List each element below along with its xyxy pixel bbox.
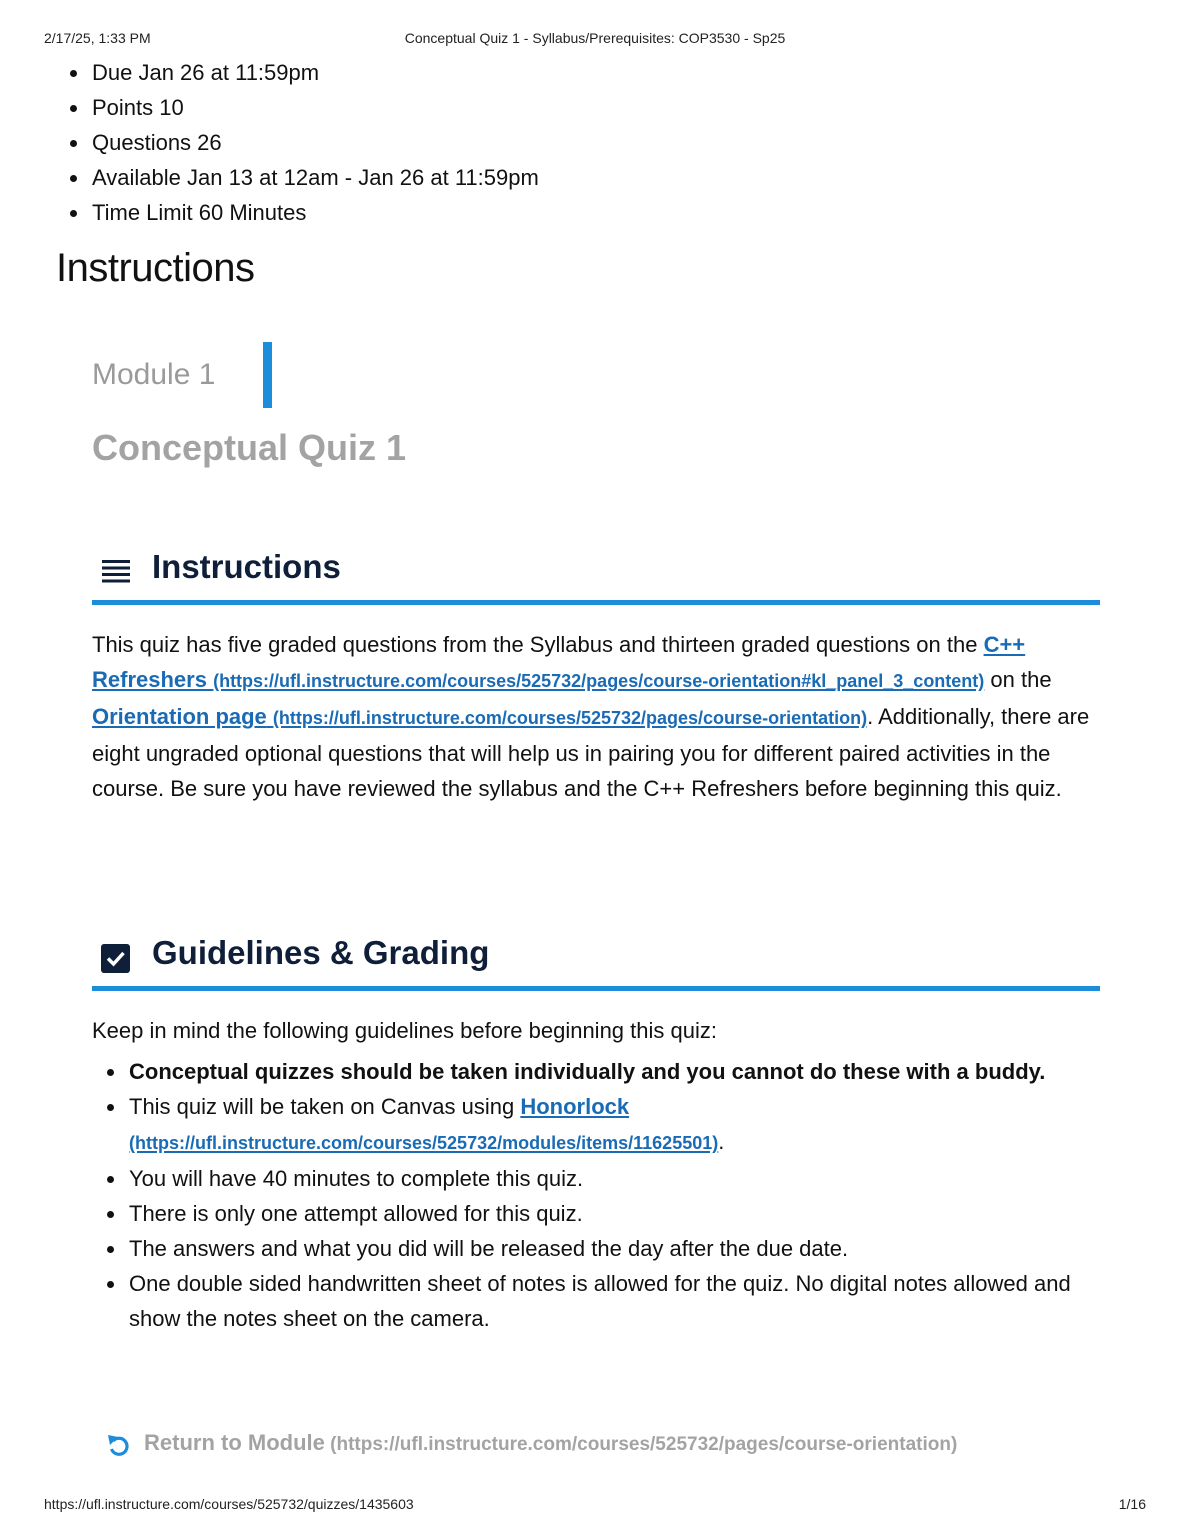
page-heading: Instructions bbox=[56, 246, 255, 290]
page-number: 1/16 bbox=[1118, 1496, 1146, 1512]
print-header bbox=[44, 30, 1146, 50]
guideline-attempts: There is only one attempt allowed for this quiz. bbox=[104, 1196, 1094, 1231]
question-count: Questions 26 bbox=[66, 125, 539, 160]
module-divider-bar bbox=[263, 342, 272, 408]
instructions-heading: Instructions bbox=[152, 548, 341, 585]
quiz-details-list bbox=[66, 55, 539, 230]
honorlock-link-label[interactable]: Honorlock bbox=[520, 1094, 630, 1119]
guideline-honorlock-text: This quiz will be taken on Canvas using bbox=[129, 1094, 521, 1119]
print-footer bbox=[44, 1496, 1146, 1516]
cpp-refreshers-link-label[interactable]: C++ Refreshers bbox=[92, 632, 1026, 692]
instructions-text-1: This quiz has five graded questions from the Syllabus and thirteen graded questions on the bbox=[92, 632, 984, 657]
guideline-time: You will have 40 minutes to complete this quiz. bbox=[104, 1161, 1094, 1196]
print-datetime: 2/17/25, 1:33 PM bbox=[44, 30, 151, 46]
instructions-text-2: on the bbox=[984, 667, 1052, 692]
guidelines-intro: Keep in mind the following guidelines before beginning this quiz: bbox=[92, 1018, 717, 1043]
instructions-paragraph bbox=[92, 627, 1100, 806]
guidelines-list bbox=[104, 1054, 1094, 1336]
guideline-notes: One double sided handwritten sheet of notes is allowed for the quiz. No digital notes allowed and show the notes sheet on the camera. bbox=[104, 1266, 1094, 1336]
guidelines-heading: Guidelines & Grading bbox=[152, 934, 490, 971]
cpp-refreshers-link-url[interactable]: (https://ufl.instructure.com/courses/525732/pages/course-orientation#kl_panel_3_content) bbox=[213, 671, 985, 691]
guideline-release: The answers and what you did will be released the day after the due date. bbox=[104, 1231, 1094, 1266]
return-to-module-url[interactable]: (https://ufl.instructure.com/courses/525732/pages/course-orientation) bbox=[324, 1434, 958, 1455]
orientation-page-link[interactable] bbox=[92, 704, 867, 729]
due-date: Due Jan 26 at 11:59pm bbox=[66, 55, 539, 90]
guideline-honorlock bbox=[104, 1089, 1094, 1161]
time-limit: Time Limit 60 Minutes bbox=[66, 195, 539, 230]
guideline-honorlock-end: . bbox=[718, 1129, 725, 1154]
points: Points 10 bbox=[66, 90, 539, 125]
return-to-module-text[interactable] bbox=[144, 1430, 957, 1456]
instructions-text-3: . Additionally, there are eight ungraded optional questions that will help us in pairing you for different paired activities in the course. Be sure you have reviewed the syllabus and the C++ Refreshers before beginning this quiz. bbox=[92, 704, 1090, 801]
orientation-page-link-url[interactable]: (https://ufl.instructure.com/courses/525732/pages/course-orientation) bbox=[272, 708, 868, 728]
return-to-module-label[interactable]: Return to Module bbox=[144, 1430, 325, 1455]
return-arrow-icon bbox=[106, 1433, 132, 1464]
quiz-title: Conceptual Quiz 1 bbox=[92, 427, 407, 468]
orientation-page-link-label[interactable]: Orientation page bbox=[92, 704, 267, 729]
checkbox-checked-icon bbox=[100, 942, 132, 979]
list-lines-icon bbox=[100, 556, 132, 593]
module-label: Module 1 bbox=[92, 358, 216, 391]
availability: Available Jan 13 at 12am - Jan 26 at 11:59pm bbox=[66, 160, 539, 195]
print-footer-url: https://ufl.instructure.com/courses/525732/quizzes/1435603 bbox=[44, 1496, 414, 1512]
instructions-section-header bbox=[92, 548, 1100, 605]
print-page-title: Conceptual Quiz 1 - Syllabus/Prerequisites: COP3530 - Sp25 bbox=[404, 30, 786, 46]
guidelines-section-header bbox=[92, 934, 1100, 991]
honorlock-link-url[interactable]: (https://ufl.instructure.com/courses/525732/modules/items/11625501) bbox=[129, 1133, 719, 1153]
guideline-individual: Conceptual quizzes should be taken individually and you cannot do these with a buddy. bbox=[104, 1054, 1094, 1089]
